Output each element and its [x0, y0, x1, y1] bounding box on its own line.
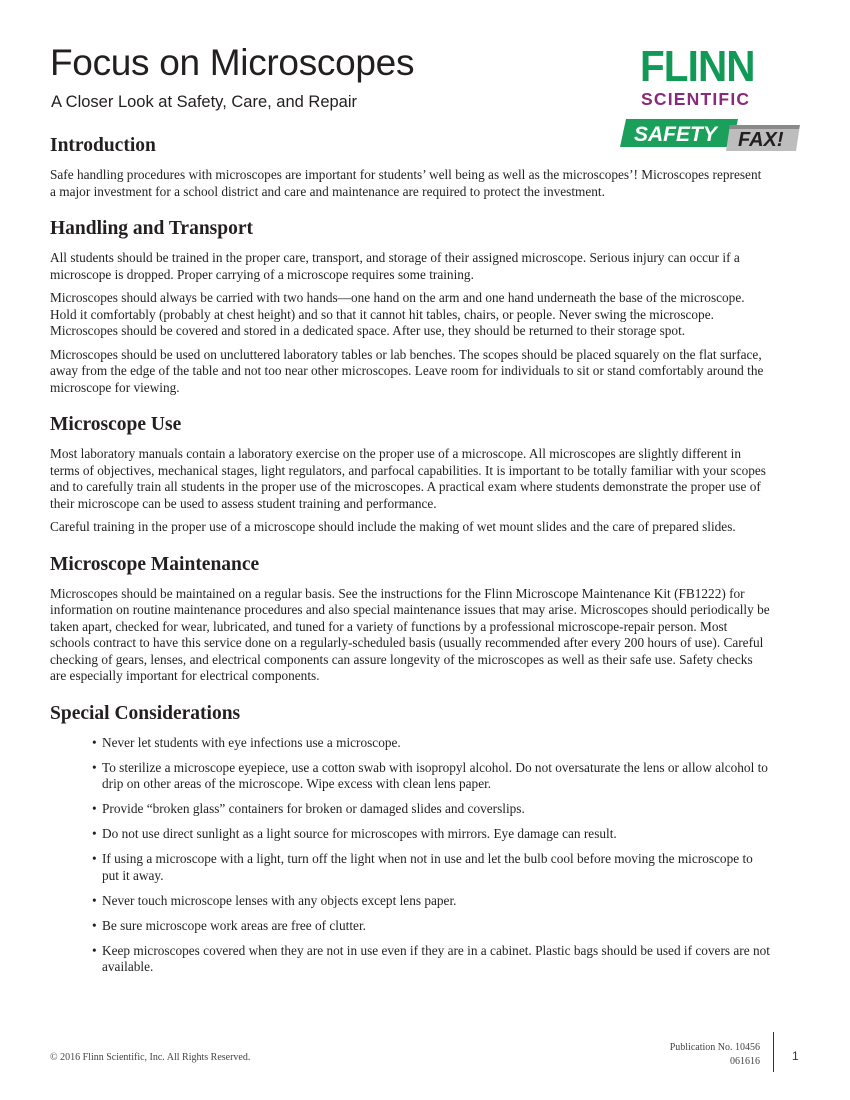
- paragraph: Microscopes should always be carried with two hands—one hand on the arm and one hand underneath the base of the microscope. Hold it comfortably (probably at chest height) and so that it cannot hit tables, chairs, or people. Never swing the microscope. Microscopes should be covered and stored in a dedicated space. After use, they should be returned to their storage spot.: [50, 290, 745, 338]
- publication-code: 061616: [730, 1056, 760, 1067]
- bullet-icon: •: [92, 759, 97, 775]
- publication-info: [670, 1041, 760, 1069]
- section-maintenance: [50, 554, 770, 685]
- logo-flinn-text: FLINN: [640, 42, 755, 91]
- section-microscope-use: [50, 414, 770, 536]
- page-title: Focus on Microscopes: [50, 42, 415, 83]
- paragraph: Careful training in the proper use of a microscope should include the making of wet mount slides and the care of prepared slides.: [50, 519, 736, 534]
- paragraph: Microscopes should be used on uncluttered laboratory tables or lab benches. The scopes should be placed squarely on the flat surface, away from the edge of the table and not too near other microscopes. Leave room for individuals to sit or stand comfortably around the microscope for viewing.: [50, 346, 764, 395]
- bullet-icon: •: [92, 917, 97, 933]
- list-item: [92, 851, 770, 884]
- section-handling: [50, 218, 770, 396]
- bullet-icon: •: [92, 734, 97, 750]
- list-item-text: Provide “broken glass” containers for broken or damaged slides and coverslips.: [102, 801, 525, 816]
- page-number: 1: [792, 1049, 799, 1063]
- section-special-considerations: [50, 703, 770, 976]
- list-item: [92, 893, 770, 910]
- list-item: [92, 801, 770, 818]
- heading-introduction: Introduction: [50, 135, 156, 156]
- copyright: © 2016 Flinn Scientific, Inc. All Rights Reserved.: [50, 1052, 251, 1063]
- publication-number: Publication No. 10456: [669, 1042, 760, 1053]
- page-subtitle: A Closer Look at Safety, Care, and Repair: [51, 93, 358, 111]
- list-item: [92, 943, 770, 976]
- list-item-text: Be sure microscope work areas are free of clutter.: [102, 917, 366, 933]
- list-item-text: To sterilize a microscope eyepiece, use a cotton swab with isopropyl alcohol. Do not oversaturate the lens or allow alcohol to drip on other areas of the microscope. Wipe excess with clean lens paper.: [102, 759, 768, 791]
- list-item-text: Never touch microscope lenses with any objects except lens paper.: [102, 892, 457, 908]
- heading-special-considerations: Special Considerations: [50, 702, 241, 724]
- paragraph: Safe handling procedures with microscopes are important for students’ well being as well as the microscopes’! Microscopes represent a major investment for a school district and care and maintenance are required to protect the investment.: [50, 167, 762, 199]
- badge-fax-text: FAX!: [738, 129, 784, 151]
- list-item: [92, 735, 770, 752]
- bullet-icon: •: [92, 892, 97, 908]
- list-item: [92, 760, 770, 793]
- heading-handling: Handling and Transport: [50, 218, 254, 239]
- badge-safety-text: SAFETY: [634, 123, 717, 146]
- bullet-icon: •: [92, 801, 97, 816]
- logo-scientific-text: SCIENTIFIC: [641, 89, 751, 109]
- list-item-text: Keep microscopes covered when they are not in use even if they are in a cabinet. Plastic bags should be used if covers are not available.: [102, 942, 770, 974]
- heading-maintenance: Microscope Maintenance: [50, 553, 260, 575]
- bullet-icon: •: [92, 942, 97, 958]
- footer-divider: [773, 1032, 774, 1072]
- list-item-text: If using a microscope with a light, turn off the light when not in use and let the bulb cool before moving the microscope to put it away.: [102, 851, 753, 883]
- paragraph: Microscopes should be maintained on a regular basis. See the instructions for the Flinn Microscope Maintenance Kit (FB1222) for information on routine maintenance procedures and also special maintenance issues that may arise. Microscopes should periodically be taken apart, checked for wear, lubricated, and tuned for a variety of functions by a professional microscope-repair person. Most schools contract to have this service done on a regularly-scheduled basis (usually recommended after every 200 hours of use). Careful checking of gears, lenses, and electrical components can assure longevity of the microscopes as well as their safe use. Safety checks are especially important for electrical components.: [50, 585, 770, 683]
- paragraph: Most laboratory manuals contain a laboratory exercise on the proper use of a microscope. All microscopes are slightly different in terms of objectives, mechanical stages, light regulators, and parfocal capabilities. It is important to be totally familiar with your scopes and to carefully train all students in the proper use of the microscopes. A practical exam where students demonstrate the proper use of their microscope can be used to assess student training and performance.: [50, 446, 766, 511]
- bullet-icon: •: [92, 851, 97, 866]
- section-introduction: [50, 135, 770, 200]
- paragraph: All students should be trained in the proper care, transport, and storage of their assigned microscope. Serious injury can occur if a microscope is dropped. Proper carrying of a microscope requires some training.: [50, 250, 740, 282]
- list-item-text: Never let students with eye infections use a microscope.: [102, 734, 401, 750]
- main-content: [50, 135, 770, 994]
- list-item: [92, 918, 770, 935]
- considerations-list: [50, 735, 770, 976]
- list-item: [92, 826, 770, 843]
- bullet-icon: •: [92, 826, 97, 841]
- heading-microscope-use: Microscope Use: [50, 414, 182, 435]
- list-item-text: Do not use direct sunlight as a light source for microscopes with mirrors. Eye damage can result.: [102, 826, 617, 841]
